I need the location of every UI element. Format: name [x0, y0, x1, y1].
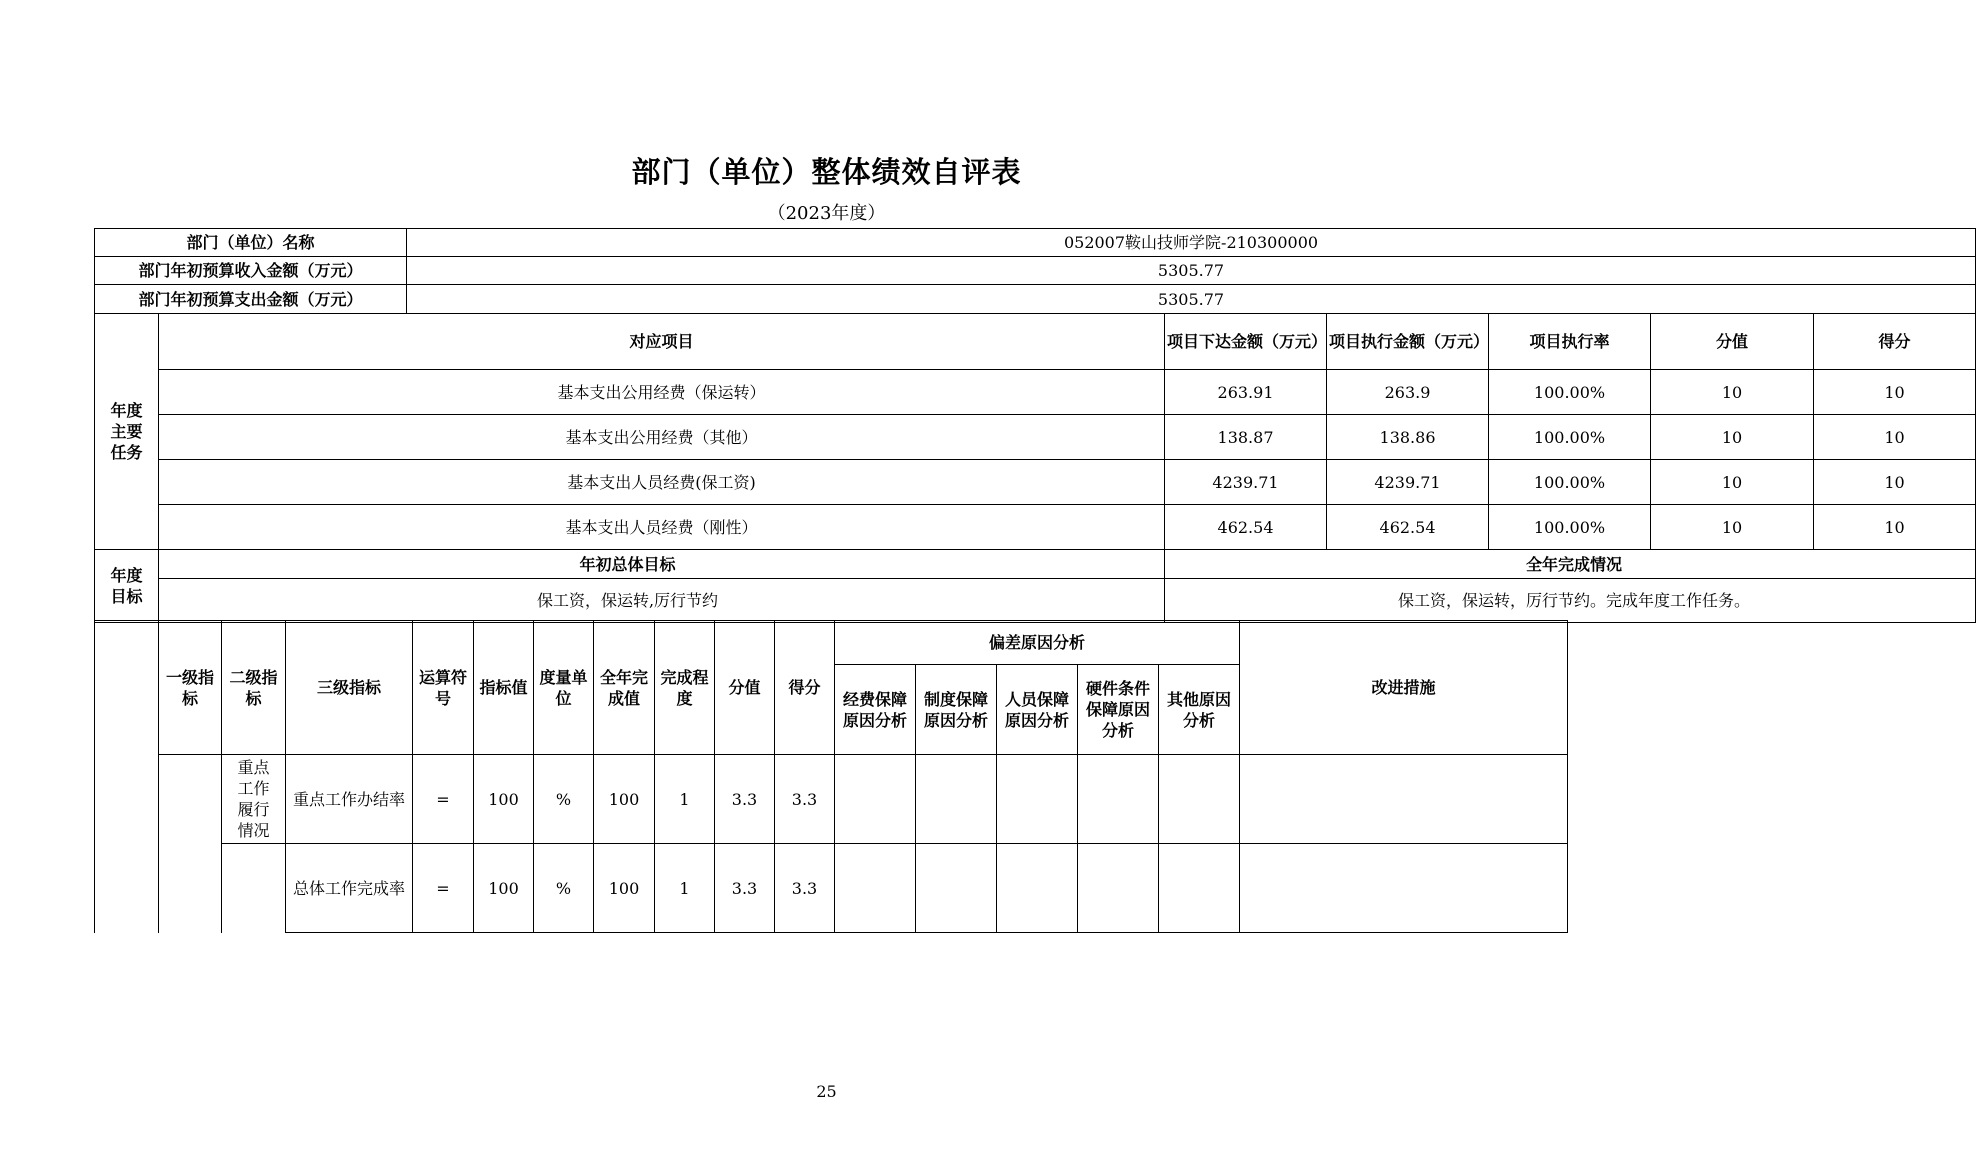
header-level1: 一级指标 — [159, 621, 222, 755]
task-score: 10 — [1814, 370, 1976, 415]
dept-name-value: 052007鞍山技师学院-210300000 — [407, 229, 1976, 257]
indicator-unit: % — [534, 844, 594, 933]
tasks-header-value: 分值 — [1651, 314, 1814, 370]
task-rate: 100.00% — [1489, 370, 1651, 415]
task-issued: 138.87 — [1165, 415, 1327, 460]
task-score: 10 — [1814, 505, 1976, 550]
header-operator: 运算符号 — [413, 621, 474, 755]
task-value: 10 — [1651, 415, 1814, 460]
indicator-dev-personnel — [997, 844, 1078, 933]
indicator-target: 100 — [474, 844, 534, 933]
indicator-row — [95, 844, 1568, 933]
header-dev-hardware: 硬件条件保障原因分析 — [1078, 665, 1159, 755]
indicator-dev-personnel — [997, 755, 1078, 844]
indicator-target: 100 — [474, 755, 534, 844]
goals-completion-header: 全年完成情况 — [1165, 550, 1976, 579]
indicator-dev-hardware — [1078, 844, 1159, 933]
indicator-level3: 重点工作办结率 — [286, 755, 413, 844]
header-dev-personnel: 人员保障原因分析 — [997, 665, 1078, 755]
header-score: 得分 — [775, 621, 835, 755]
indicator-improvement — [1240, 844, 1568, 933]
indicator-dev-hardware — [1078, 755, 1159, 844]
indicators-header-row — [95, 621, 1568, 665]
indicator-dev-funding — [835, 844, 916, 933]
indicator-operator: = — [413, 755, 474, 844]
task-value: 10 — [1651, 460, 1814, 505]
indicator-completion: 1 — [655, 755, 715, 844]
income-row — [95, 257, 1976, 285]
goals-completion-text: 保工资，保运转，厉行节约。完成年度工作任务。 — [1165, 579, 1976, 623]
expense-value: 5305.77 — [407, 285, 1976, 314]
indicator-level2: 重点工作履行情况 — [222, 755, 286, 844]
goals-initial-header: 年初总体目标 — [159, 550, 1165, 579]
indicator-dev-other — [1159, 755, 1240, 844]
indicator-dev-system — [916, 844, 997, 933]
task-executed: 462.54 — [1327, 505, 1489, 550]
tasks-header-score: 得分 — [1814, 314, 1976, 370]
indicator-unit: % — [534, 755, 594, 844]
task-score: 10 — [1814, 415, 1976, 460]
header-dev-other: 其他原因分析 — [1159, 665, 1240, 755]
header-level3: 三级指标 — [286, 621, 413, 755]
task-row — [95, 505, 1976, 550]
header-target: 指标值 — [474, 621, 534, 755]
goals-section-label: 年度目标 — [95, 550, 159, 623]
indicators-table — [94, 620, 1568, 933]
tasks-header-row — [95, 314, 1976, 370]
tasks-header-project: 对应项目 — [159, 314, 1165, 370]
task-issued: 462.54 — [1165, 505, 1327, 550]
indicator-dev-system — [916, 755, 997, 844]
task-executed: 4239.71 — [1327, 460, 1489, 505]
header-improvement: 改进措施 — [1240, 621, 1568, 755]
indicator-operator: = — [413, 844, 474, 933]
header-completion: 完成程度 — [655, 621, 715, 755]
indicator-level2 — [222, 844, 286, 933]
indicator-dev-funding — [835, 755, 916, 844]
income-label: 部门年初预算收入金额（万元） — [95, 257, 407, 285]
document-year: （2023年度） — [767, 203, 886, 224]
tasks-header-issued: 项目下达金额（万元） — [1165, 314, 1327, 370]
indicator-value: 3.3 — [715, 755, 775, 844]
header-value: 分值 — [715, 621, 775, 755]
task-rate: 100.00% — [1489, 460, 1651, 505]
task-value: 10 — [1651, 370, 1814, 415]
indicator-completion: 1 — [655, 844, 715, 933]
indicator-score: 3.3 — [775, 844, 835, 933]
header-annual-value: 全年完成值 — [594, 621, 655, 755]
header-unit: 度量单位 — [534, 621, 594, 755]
task-row — [95, 370, 1976, 415]
dept-name-label: 部门（单位）名称 — [95, 229, 407, 257]
task-project: 基本支出人员经费(保工资) — [159, 460, 1165, 505]
indicator-level3: 总体工作完成率 — [286, 844, 413, 933]
indicator-level1 — [159, 755, 222, 933]
header-dev-funding: 经费保障原因分析 — [835, 665, 916, 755]
task-score: 10 — [1814, 460, 1976, 505]
indicator-annual-value: 100 — [594, 755, 655, 844]
task-executed: 263.9 — [1327, 370, 1489, 415]
income-value: 5305.77 — [407, 257, 1976, 285]
task-project: 基本支出公用经费（保运转） — [159, 370, 1165, 415]
tasks-section-label: 年度主要任务 — [95, 314, 159, 550]
tasks-header-executed: 项目执行金额（万元） — [1327, 314, 1489, 370]
task-rate: 100.00% — [1489, 505, 1651, 550]
goals-initial-text: 保工资，保运转,厉行节约 — [159, 579, 1165, 623]
indicator-annual-value: 100 — [594, 844, 655, 933]
performance-summary-table — [94, 228, 1976, 623]
task-executed: 138.86 — [1327, 415, 1489, 460]
indicator-score: 3.3 — [775, 755, 835, 844]
task-rate: 100.00% — [1489, 415, 1651, 460]
task-issued: 263.91 — [1165, 370, 1327, 415]
dept-name-row — [95, 229, 1976, 257]
task-row — [95, 415, 1976, 460]
task-value: 10 — [1651, 505, 1814, 550]
expense-label: 部门年初预算支出金额（万元） — [95, 285, 407, 314]
header-dev-system: 制度保障原因分析 — [916, 665, 997, 755]
header-deviation: 偏差原因分析 — [835, 621, 1240, 665]
task-project: 基本支出公用经费（其他） — [159, 415, 1165, 460]
indicator-dev-other — [1159, 844, 1240, 933]
goals-header-row — [95, 550, 1976, 579]
page-number: 25 — [816, 1082, 837, 1101]
indicators-section-label — [95, 621, 159, 933]
task-project: 基本支出人员经费（刚性） — [159, 505, 1165, 550]
document-title: 部门（单位）整体绩效自评表 — [631, 155, 1022, 189]
indicator-value: 3.3 — [715, 844, 775, 933]
expense-row — [95, 285, 1976, 314]
tasks-header-rate: 项目执行率 — [1489, 314, 1651, 370]
indicator-row — [95, 755, 1568, 844]
header-level2: 二级指标 — [222, 621, 286, 755]
task-issued: 4239.71 — [1165, 460, 1327, 505]
goals-content-row — [95, 579, 1976, 623]
indicator-improvement — [1240, 755, 1568, 844]
task-row — [95, 460, 1976, 505]
